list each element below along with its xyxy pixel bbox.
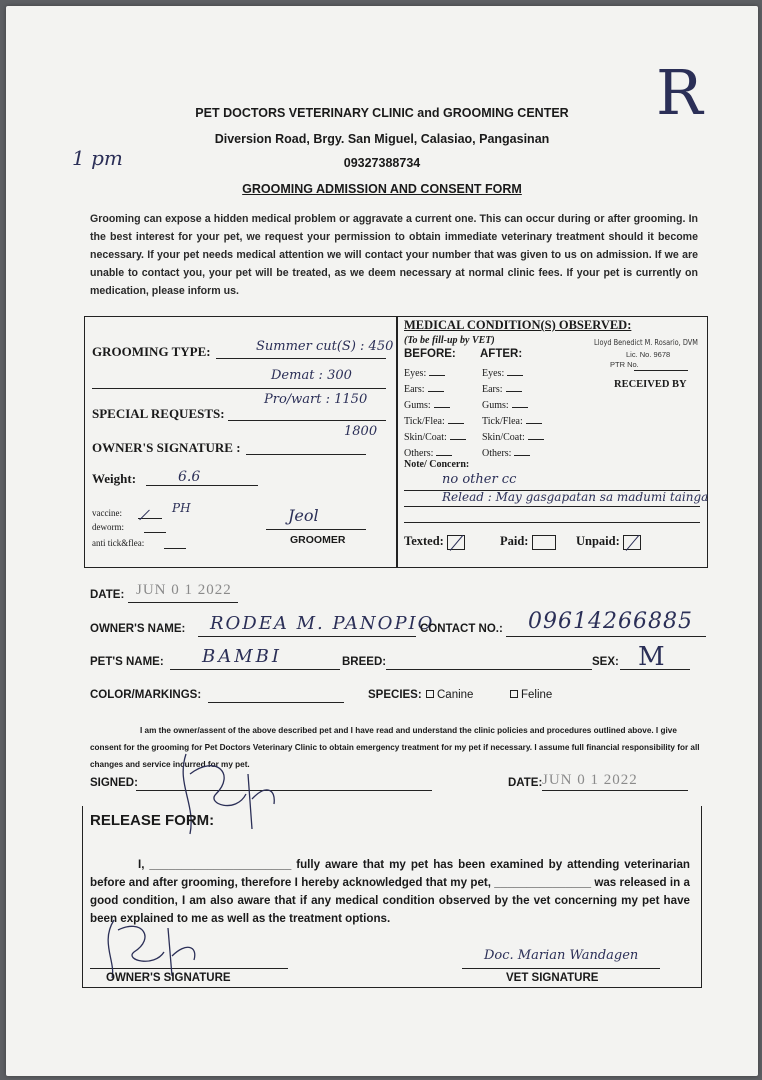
groomer-signature: Jeol: [288, 506, 319, 525]
unpaid-field: Unpaid:: [576, 534, 641, 550]
medical-after-blank[interactable]: [528, 439, 544, 440]
medical-before-item: Eyes:: [404, 368, 445, 379]
grooming-type-line-3: Pro/wart : 1150: [264, 392, 368, 407]
medical-after-blank[interactable]: [512, 407, 528, 408]
medical-after-item: Others:: [482, 448, 530, 459]
medical-before-item: Others:: [404, 448, 452, 459]
sex-value: M: [638, 642, 665, 672]
paid-checkbox[interactable]: [532, 535, 556, 550]
before-label: BEFORE:: [404, 348, 456, 360]
medical-before-blank[interactable]: [450, 439, 466, 440]
owner-name-label: OWNER'S NAME:: [90, 623, 186, 635]
medical-before-blank[interactable]: [448, 423, 464, 424]
vet-name-stamp: Lloyd Benedict M. Rosario, DVM: [594, 338, 698, 347]
feline-checkbox[interactable]: [510, 690, 518, 698]
vet-signature-label: VET SIGNATURE: [506, 972, 599, 984]
owner-signature-label: OWNER'S SIGNATURE :: [92, 440, 241, 455]
form-title: GROOMING ADMISSION AND CONSENT FORM: [242, 182, 522, 196]
antitick-label: anti tick&flea:: [92, 538, 145, 548]
contact-label: CONTACT NO.:: [420, 623, 503, 635]
contact-value: 09614266885: [528, 609, 693, 634]
medical-before-blank[interactable]: [436, 455, 452, 456]
release-title: RELEASE FORM:: [90, 812, 215, 829]
medical-before-blank[interactable]: [434, 407, 450, 408]
signed-label: SIGNED:: [90, 777, 138, 789]
medical-after-item: Ears:: [482, 384, 522, 395]
corner-mark: R: [656, 56, 703, 129]
form-page: [6, 6, 758, 1076]
date-stamp: JUN 0 1 2022: [136, 582, 232, 598]
vet-ptr: PTR No.: [610, 360, 639, 369]
signed-date-stamp: JUN 0 1 2022: [542, 772, 638, 788]
grooming-total: 1800: [344, 424, 378, 439]
medical-after-item: Eyes:: [482, 368, 523, 379]
species-label: SPECIES:: [368, 689, 422, 701]
medical-before-item: Gums:: [404, 400, 450, 411]
signed-date-label: DATE:: [508, 777, 543, 789]
sex-label: SEX:: [592, 656, 619, 668]
special-requests-label: SPECIAL REQUESTS:: [92, 406, 225, 421]
grooming-type-line-1: Summer cut(S) : 450: [256, 339, 394, 354]
note-label: Note/ Concern:: [404, 459, 470, 470]
release-owner-signature-label: OWNER'S SIGNATURE: [106, 972, 231, 984]
note-line-1: no other cc: [442, 472, 517, 487]
medical-after-item: Gums:: [482, 400, 528, 411]
clinic-phone: 09327388734: [343, 156, 421, 170]
medical-before-item: Tick/Flea:: [404, 416, 464, 427]
medical-after-blank[interactable]: [507, 375, 523, 376]
medical-after-item: Skin/Coat:: [482, 432, 544, 443]
medical-after-blank[interactable]: [506, 391, 522, 392]
medical-subtitle: (To be fill-up by VET): [404, 335, 495, 346]
groomer-label: GROOMER: [290, 534, 346, 546]
consent-statement: I am the owner/assent of the above described pet and I have read and understand the clinic policies and procedures outlined above. I give consent for the grooming for Pet Doctors Veterinary Clinic to obtain emergency treatment for my pet if necessary. I assume full financial responsibility for all changes and service incurred for my pet.: [90, 726, 700, 769]
intro-paragraph: Grooming can expose a hidden medical problem or aggravate a current one. This can occur during or after grooming. In the best interest for your pet, we request your permission to obtain immediate veterinary treatment should it become necessary. If your pet needs medical attention we will contact your number that was given to us on admission. If we are unable to contact you, your pet will be treated, as we deem necessary at normal clinic fees. If your pet is currently on medication, please inform us.: [90, 213, 698, 297]
grooming-type-label: GROOMING TYPE:: [92, 344, 211, 359]
pet-name-label: PET'S NAME:: [90, 656, 164, 668]
owner-name-value: RODEA M. PANOPIO: [210, 613, 435, 634]
box-divider: [396, 316, 398, 568]
breed-label: BREED:: [342, 656, 387, 668]
medical-before-item: Skin/Coat:: [404, 432, 466, 443]
vet-signature-value: Doc. Marian Wandagen: [484, 948, 639, 963]
date-label: DATE:: [90, 589, 125, 601]
grooming-type-line-2: Demat : 300: [271, 368, 352, 383]
medical-title: MEDICAL CONDITION(S) OBSERVED:: [404, 318, 632, 332]
release-body: I, ______________________ fully aware that my pet has been examined by attending veterinarian before and after grooming, therefore I hereby acknowledged that my pet, _______________ was released in a good condition, I am also aware that if any medical condition observed by the vet concerning my pet have been explained to me as well as the treatment options.: [90, 858, 690, 925]
texted-field: Texted:: [404, 534, 465, 550]
time-note: 1 pm: [72, 146, 123, 170]
weight-label: Weight:: [92, 471, 137, 486]
clinic-name: PET DOCTORS VETERINARY CLINIC and GROOMING CENTER: [195, 106, 569, 120]
species-feline-option[interactable]: Feline: [510, 689, 552, 701]
received-by-label: RECEIVED BY: [614, 379, 687, 390]
texted-checkbox[interactable]: [447, 535, 465, 550]
deworm-label: deworm:: [92, 522, 124, 532]
species-canine-option[interactable]: Canine: [426, 689, 473, 701]
vaccine-label: vaccine:: [92, 508, 122, 518]
vaccine-value: PH: [172, 501, 191, 515]
canine-checkbox[interactable]: [426, 690, 434, 698]
clinic-address: Diversion Road, Brgy. San Miguel, Calasiao, Pangasinan: [214, 132, 550, 146]
medical-after-item: Tick/Flea:: [482, 416, 542, 427]
weight-value: 6.6: [178, 469, 201, 485]
pet-name-value: BAMBI: [202, 646, 282, 667]
medical-after-blank[interactable]: [526, 423, 542, 424]
paid-field: Paid:: [500, 534, 556, 550]
vet-license: Lic. No. 9678: [626, 350, 671, 359]
medical-before-item: Ears:: [404, 384, 444, 395]
medical-after-blank[interactable]: [514, 455, 530, 456]
after-label: AFTER:: [480, 348, 523, 360]
medical-before-blank[interactable]: [428, 391, 444, 392]
medical-before-blank[interactable]: [429, 375, 445, 376]
unpaid-checkbox[interactable]: [623, 535, 641, 550]
note-line-2: Relead : May gasgapatan sa madumi tainga: [442, 490, 709, 504]
color-label: COLOR/MARKINGS:: [90, 689, 202, 701]
